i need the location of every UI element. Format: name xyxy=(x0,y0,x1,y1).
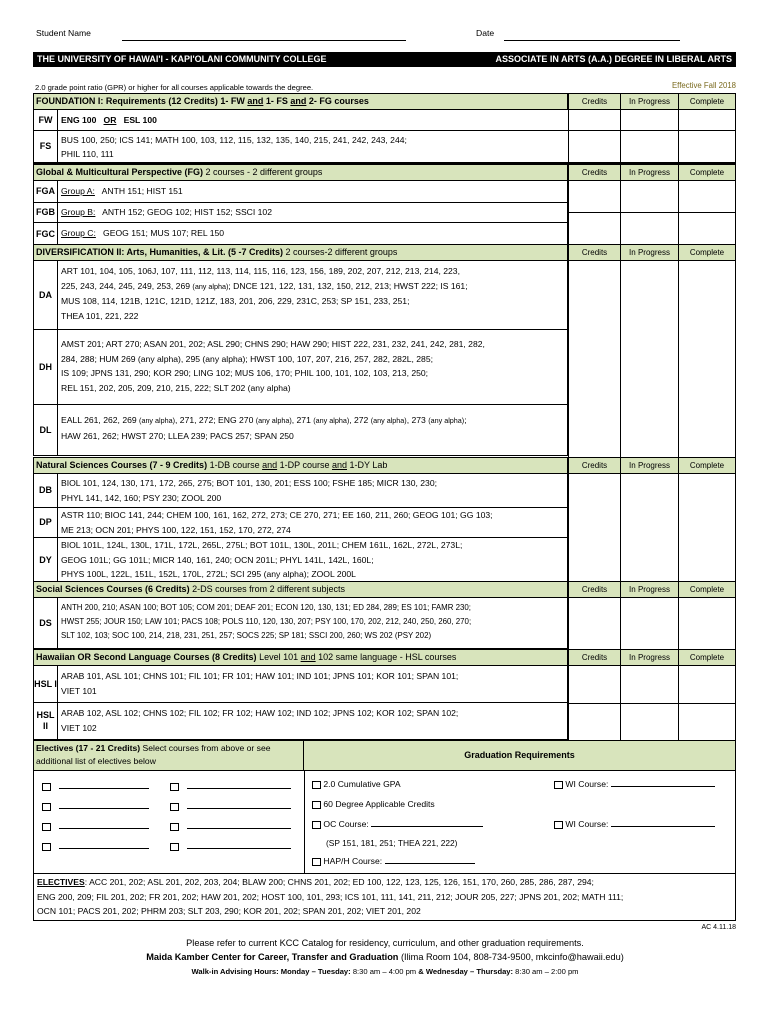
dh-label: DH xyxy=(34,330,58,404)
wi-requirement-2: WI Course: xyxy=(554,819,715,829)
elective-checkbox[interactable] xyxy=(42,823,51,831)
fg-split-line xyxy=(568,212,736,213)
fs-label: FS xyxy=(34,131,58,162)
fg-row: FGA Group A: ANTH 151; HIST 151 xyxy=(34,181,567,203)
foundation-col-headers xyxy=(568,93,736,110)
electives-label: ELECTIVES xyxy=(37,877,85,887)
elective-checkbox[interactable] xyxy=(170,783,179,791)
ds-row: DS ANTH 200, 210; ASAN 100; BOT 105; COM 201; DEAF 201; ECON 120, 130, 131; ED 284, 289; ES 101; FAMR 230; HWST 255; JOUR 150; LAW 101; PACS 108; POLS 110, 120, 130, 207; PSY 100, 170, 202, 212, 240, 250, 260, 270; SLT 102, 103; SOC 100, 214, 218, 231, 251, 257; SOCS 225; SP 181; SSCI 200, 260; WS 202 (PSY 202) xyxy=(34,598,567,648)
in-progress-header: In Progress xyxy=(621,94,679,109)
student-name-label: Student Name xyxy=(36,28,91,38)
hap-requirement: HAP/H Course: xyxy=(312,856,475,866)
elective-checkbox[interactable] xyxy=(170,843,179,851)
elective-line[interactable] xyxy=(59,848,149,849)
oc-checkbox[interactable] xyxy=(312,821,321,829)
college-name: THE UNIVERSITY OF HAWAI'I - KAPI'OLANI COMMUNITY COLLEGE xyxy=(37,54,327,64)
natsci-col-headers: Credits In Progress Complete xyxy=(568,457,736,474)
fg-row: FGB Group B: ANTH 152; GEOG 102; HIST 152; SSCI 102 xyxy=(34,203,567,223)
elective-line[interactable] xyxy=(187,848,291,849)
gpa-requirement: 2.0 Cumulative GPA xyxy=(312,779,401,789)
fs-row xyxy=(34,131,736,163)
complete-header: Complete xyxy=(689,97,725,106)
foundation-header: FOUNDATION I: Requirements (12 Credits) 1- FW and 1- FS and 2- FG courses xyxy=(33,93,568,110)
form-code: AC 4.11.18 xyxy=(701,924,736,931)
fs-courses: BUS 100, 250; ICS 141; MATH 100, 103, 112, 115, 132, 135, 140, 215, 241, 242, 243, 244; PHIL 110, 111 xyxy=(61,135,407,159)
student-name-row xyxy=(36,28,406,38)
lang-split-line xyxy=(568,703,736,704)
fgb-label: FGB xyxy=(34,203,58,222)
grad-header xyxy=(304,741,735,771)
dp-label: DP xyxy=(34,508,58,537)
footer-contact: Maida Kamber Center for Career, Transfer and Graduation (Ilima Room 104, 808-734-9500, mkcinfo@hawaii.edu) xyxy=(146,952,624,962)
db-label: DB xyxy=(34,474,58,507)
lang-header: Hawaiian OR Second Language Courses (8 Credits) Level 101 and 102 same language - HSL courses xyxy=(33,649,568,666)
hap-checkbox[interactable] xyxy=(312,858,321,866)
oc-note: (SP 151, 181, 251; THEA 221, 222) xyxy=(326,838,458,848)
wi-requirement-1: WI Course: xyxy=(554,779,715,789)
hsl1-label: HSL I xyxy=(34,666,58,702)
elective-list: ELECTIVES: ACC 201, 202; ASL 201, 202, 203, 204; BLAW 200; CHNS 201, 202; ED 100, 122, 123, 125, 126, 151, 170, 260, 285, 286, 287, 294; ENG 200, 209; FIL 201, 202; FR 201, 202; HAW 201, 202; HOST 100, 101, 293; ICS 101, 111, 141, 211, 212; JOUR 205, 227; JPNS 201, 202; MATH 111; OCN 101; PACS 201, 202; PHRM 203; SLT 203, 290; KOR 201, 202; SPAN 201, 202; VIET 201, 202 xyxy=(33,874,736,921)
date-label: Date xyxy=(476,28,495,38)
grad-title: Graduation Requirements xyxy=(464,750,575,760)
credits-header: Credits xyxy=(569,94,621,109)
elective-checkbox[interactable] xyxy=(170,803,179,811)
fg-row: FGC Group C: GEOG 151; MUS 107; REL 150 xyxy=(34,223,567,245)
electives-block xyxy=(33,740,736,874)
date-row xyxy=(476,28,686,38)
degree-name: ASSOCIATE IN ARTS (A.A.) DEGREE IN LIBERAL ARTS xyxy=(495,54,732,64)
hsl2-row: HSL II ARAB 102, ASL 102; CHNS 102; FIL 102; FR 102; HAW 102; IND 102; JPNS 102; KOR 102; SPAN 102; VIET 102 xyxy=(34,703,567,739)
dy-label: DY xyxy=(34,538,58,583)
elective-checkbox[interactable] xyxy=(42,843,51,851)
lang-col-headers: Credits In Progress Complete xyxy=(568,649,736,666)
elective-checkbox[interactable] xyxy=(170,823,179,831)
oc-requirement: OC Course: xyxy=(312,819,483,829)
electives-header: Electives (17 - 21 Credits) Select courses from above or see additional list of electives below xyxy=(34,741,304,771)
wi-checkbox[interactable] xyxy=(554,821,563,829)
fg-col-headers: Credits In Progress Complete xyxy=(568,164,736,181)
socsci-header: Social Sciences Courses (6 Credits) 2-DS courses from 2 different subjects xyxy=(33,581,568,598)
elective-line[interactable] xyxy=(187,828,291,829)
natsci-rows xyxy=(33,474,568,584)
dp-row: DP ASTR 110; BIOC 141, 244; CHEM 100, 161, 162, 272, 273; CE 270, 271; EE 160, 211, 260; GEOG 101; GG 103; ME 213; OCN 201; PHYS 100, 122, 151, 152, 170, 272, 274 xyxy=(34,508,567,538)
student-name-field[interactable] xyxy=(122,40,406,41)
da-row: DA ART 101, 104, 105, 106J, 107, 111, 112, 113, 114, 115, 116, 123, 156, 189, 202, 207, 212, 213, 214, 223, 225, 243, 244, 245, 249, 253, 269 (any alpha); DNCE 121, 122, 131, 132, 150, 212, 213; HWST 222; IS 161; MUS 108, 114, 121B, 121C, 121D, 121Z, 183, 201, 206, 229, 231C, 253; SP 151, 233, 251; THEA 101, 221, 222 xyxy=(34,261,567,330)
dh-row: DH AMST 201; ART 270; ASAN 201, 202; ASL 290; CHNS 290; HAW 290; HIST 222, 231, 232, 241, 242, 281, 282, 284, 288; HUM 269 (any alpha), 295 (any alpha); HWST 100, 107, 207, 216, 257, 282, 282L, 285; IS 109; JPNS 131, 290; KOR 290; LING 102; MUS 106, 170; PHIL 100, 101, 102, 103, 213, 250; REL 151, 202, 205, 209, 210, 215, 222; SLT 202 (any alpha) xyxy=(34,330,567,405)
footer-note: Please refer to current KCC Catalog for residency, curriculum, and other graduation requirements. xyxy=(186,938,584,948)
elective-line[interactable] xyxy=(187,788,291,789)
footer-hours: Walk-in Advising Hours: Monday – Tuesday: 8:30 am – 4:00 pm & Wednesday – Thursday: 8:30 am – 2:00 pm xyxy=(191,967,579,976)
fgc-label: FGC xyxy=(34,223,58,245)
wi-checkbox[interactable] xyxy=(554,781,563,789)
elective-line[interactable] xyxy=(59,808,149,809)
natsci-header: Natural Sciences Courses (7 - 9 Credits) 1-DB course and 1-DP course and 1-DY Lab xyxy=(33,457,568,474)
hsl1-row: HSL I ARAB 101, ASL 101; CHNS 101; FIL 101; FR 101; HAW 101; IND 101; JPNS 101; KOR 101; SPAN 101; VIET 101 xyxy=(34,666,567,703)
ds-label: DS xyxy=(34,598,58,648)
elective-checkbox[interactable] xyxy=(42,783,51,791)
lang-rows xyxy=(33,666,568,740)
fw-label: FW xyxy=(34,110,58,130)
gpa-note: 2.0 grade point ratio (GPR) or higher for all courses applicable towards the degree. xyxy=(35,83,314,92)
socsci-col-headers: Credits In Progress Complete xyxy=(568,581,736,598)
gpa-checkbox[interactable] xyxy=(312,781,321,789)
dl-row: DL EALL 261, 262, 269 (any alpha), 271, 272; ENG 270 (any alpha), 271 (any alpha), 272 (any alpha), 273 (any alpha); HAW 261, 262; HWST 270; LLEA 239; PACS 257; SPAN 250 xyxy=(34,405,567,455)
tracking-columns xyxy=(568,93,736,741)
socsci-rows xyxy=(33,598,568,649)
elective-checkbox[interactable] xyxy=(42,803,51,811)
div2-rows xyxy=(33,261,568,456)
date-field[interactable] xyxy=(504,40,680,41)
credits60-checkbox[interactable] xyxy=(312,801,321,809)
foundation-rows xyxy=(33,110,736,164)
fg-rows xyxy=(33,181,568,246)
hsl2-label: HSL II xyxy=(34,703,58,739)
fw-row xyxy=(34,110,736,131)
div2-col-headers: Credits In Progress Complete xyxy=(568,244,736,261)
banner xyxy=(33,52,736,67)
credits-requirement: 60 Degree Applicable Credits xyxy=(312,799,435,809)
dl-label: DL xyxy=(34,405,58,455)
effective-date: Effective Fall 2018 xyxy=(671,81,736,90)
elective-line[interactable] xyxy=(187,808,291,809)
da-label: DA xyxy=(34,261,58,329)
elective-line[interactable] xyxy=(59,828,149,829)
fga-label: FGA xyxy=(34,181,58,202)
foundation-title: FOUNDATION I: Requirements (12 Credits) xyxy=(36,96,218,106)
div2-header: DIVERSIFICATION II: Arts, Humanities, & Lit. (5 -7 Credits) 2 courses-2 different groups xyxy=(33,244,568,261)
dy-row: DY BIOL 101L, 124L, 130L, 171L, 172L, 265L, 275L; BOT 101L, 130L, 201L; CHEM 161L, 162L, 272L, 273L; GEOG 101L; GG 101L; MICR 140, 161, 240; OCN 201L; PHYL 141L, 142L, 160L; PHYS 100L, 122L, 151L, 152L, 170L, 272L; SCI 295 (any alpha); ZOOL 200L xyxy=(34,538,567,583)
fg-header: Global & Multicultural Perspective (FG) 2 courses - 2 different groups xyxy=(33,164,568,181)
db-row: DB BIOL 101, 124, 130, 171, 172, 265, 275; BOT 101, 130, 201; ESS 100; FSHE 185; MICR 130, 230; PHYL 141, 142, 160; PSY 230; ZOOL 200 xyxy=(34,474,567,508)
elective-line[interactable] xyxy=(59,788,149,789)
fw-courses: ENG 100 OR ESL 100 xyxy=(61,115,157,125)
